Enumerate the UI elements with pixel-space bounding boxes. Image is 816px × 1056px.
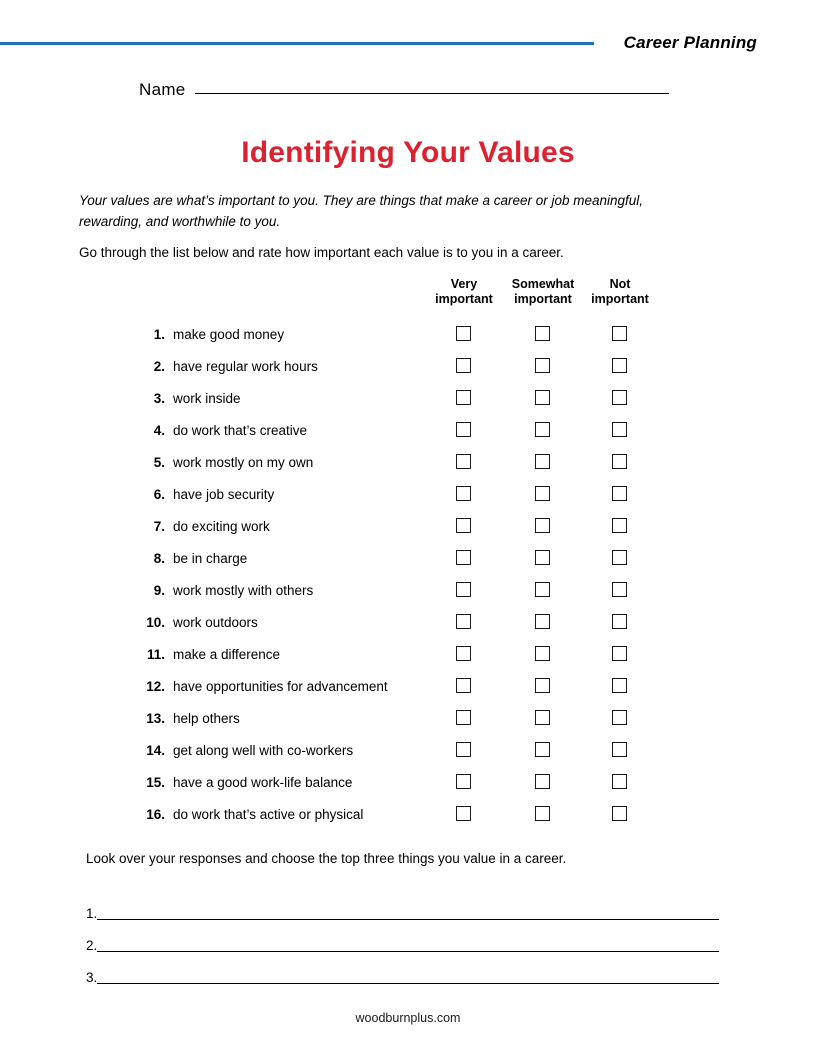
value-row-label: have opportunities for advancement: [173, 679, 388, 694]
value-row-number: 2.: [153, 359, 165, 374]
value-row-label: get along well with co-workers: [173, 743, 354, 758]
header-title: Career Planning: [623, 33, 757, 52]
checkbox-somewhat-important[interactable]: [535, 614, 550, 629]
checkbox-somewhat-important[interactable]: [535, 742, 550, 757]
value-row-number: 6.: [153, 487, 165, 502]
rating-header-line2: important: [591, 292, 649, 306]
checkbox-somewhat-important[interactable]: [535, 582, 550, 597]
answer-row: [0, 890, 816, 922]
checkbox-not-important[interactable]: [612, 646, 627, 661]
checkbox-somewhat-important[interactable]: [535, 358, 550, 373]
checkbox-very-important[interactable]: [456, 806, 471, 821]
checkbox-somewhat-important[interactable]: [535, 390, 550, 405]
checkbox-very-important[interactable]: [456, 678, 471, 693]
checkbox-very-important[interactable]: [456, 486, 471, 501]
rating-header-line2: important: [435, 292, 493, 306]
value-row-label: work mostly with others: [173, 583, 314, 598]
value-row: [0, 514, 816, 546]
value-row-number: 3.: [153, 391, 165, 406]
checkbox-not-important[interactable]: [612, 326, 627, 341]
value-row-label: do exciting work: [173, 519, 270, 534]
checkbox-very-important[interactable]: [456, 742, 471, 757]
checkbox-somewhat-important[interactable]: [535, 710, 550, 725]
checkbox-very-important[interactable]: [456, 390, 471, 405]
checkbox-not-important[interactable]: [612, 614, 627, 629]
value-row-number: 10.: [146, 615, 165, 630]
value-row: [0, 482, 816, 514]
checkbox-not-important[interactable]: [612, 582, 627, 597]
checkbox-not-important[interactable]: [612, 710, 627, 725]
value-row: [0, 386, 816, 418]
value-row: [0, 546, 816, 578]
checkbox-very-important[interactable]: [456, 646, 471, 661]
footer-source: woodburnplus.com: [355, 1011, 461, 1025]
value-row: [0, 770, 816, 802]
checkbox-very-important[interactable]: [456, 326, 471, 341]
rating-header-line1: Not: [609, 277, 631, 291]
checkbox-not-important[interactable]: [612, 486, 627, 501]
value-row-number: 9.: [153, 583, 165, 598]
rating-column-headers: [0, 277, 816, 311]
checkbox-not-important[interactable]: [612, 742, 627, 757]
checkbox-somewhat-important[interactable]: [535, 774, 550, 789]
checkbox-very-important[interactable]: [456, 454, 471, 469]
value-row-label: work outdoors: [173, 615, 258, 630]
checkbox-very-important[interactable]: [456, 710, 471, 725]
header-blue-rule: [0, 42, 594, 45]
checkbox-very-important[interactable]: [456, 774, 471, 789]
value-row: [0, 674, 816, 706]
value-row-number: 11.: [146, 647, 165, 662]
value-row-label: work mostly on my own: [173, 455, 314, 470]
checkbox-somewhat-important[interactable]: [535, 646, 550, 661]
answer-number: 1.: [86, 906, 98, 921]
checkbox-not-important[interactable]: [612, 422, 627, 437]
checkbox-not-important[interactable]: [612, 390, 627, 405]
name-input-line[interactable]: [195, 93, 669, 94]
answer-input-line[interactable]: [97, 951, 719, 952]
value-row-label: have a good work-life balance: [173, 775, 353, 790]
checkbox-somewhat-important[interactable]: [535, 486, 550, 501]
page-header: [0, 0, 816, 62]
checkbox-very-important[interactable]: [456, 518, 471, 533]
value-row: [0, 738, 816, 770]
value-row-number: 8.: [153, 551, 165, 566]
value-row-number: 12.: [146, 679, 165, 694]
value-row: [0, 354, 816, 386]
value-row-label: do work that’s active or physical: [173, 807, 364, 822]
checkbox-not-important[interactable]: [612, 358, 627, 373]
answer-input-line[interactable]: [97, 919, 719, 920]
checkbox-somewhat-important[interactable]: [535, 550, 550, 565]
value-row-number: 16.: [146, 807, 165, 822]
top-three-answers: [0, 890, 816, 986]
page-title: Identifying Your Values: [241, 136, 575, 169]
answer-number: 2.: [86, 938, 98, 953]
rating-column-header-not-important: [591, 277, 649, 307]
checkbox-not-important[interactable]: [612, 678, 627, 693]
value-row-number: 14.: [146, 743, 165, 758]
value-row: [0, 642, 816, 674]
value-row: [0, 450, 816, 482]
value-row-number: 4.: [153, 423, 165, 438]
checkbox-very-important[interactable]: [456, 550, 471, 565]
value-row-number: 15.: [146, 775, 165, 790]
checkbox-somewhat-important[interactable]: [535, 454, 550, 469]
checkbox-not-important[interactable]: [612, 454, 627, 469]
checkbox-somewhat-important[interactable]: [535, 806, 550, 821]
checkbox-not-important[interactable]: [612, 806, 627, 821]
name-field: [139, 80, 669, 100]
value-row: [0, 578, 816, 610]
rating-header-line1: Very: [450, 277, 478, 291]
checkbox-somewhat-important[interactable]: [535, 678, 550, 693]
closing-instruction: Look over your responses and choose the top three things you value in a career.: [86, 851, 567, 866]
checkbox-very-important[interactable]: [456, 422, 471, 437]
answer-input-line[interactable]: [97, 983, 719, 984]
answer-number: 3.: [86, 970, 98, 985]
value-row-label: help others: [173, 711, 240, 726]
rating-column-header-somewhat-important: [512, 277, 575, 307]
instruction-paragraph: Go through the list below and rate how important each value is to you in a career.: [79, 245, 564, 260]
value-row-label: work inside: [173, 391, 241, 406]
checkbox-somewhat-important[interactable]: [535, 326, 550, 341]
checkbox-not-important[interactable]: [612, 550, 627, 565]
value-row-label: be in charge: [173, 551, 248, 566]
value-row: [0, 706, 816, 738]
value-row: [0, 322, 816, 354]
value-row-number: 13.: [146, 711, 165, 726]
checkbox-very-important[interactable]: [456, 358, 471, 373]
value-row-number: 7.: [153, 519, 165, 534]
value-row-label: do work that’s creative: [173, 423, 308, 438]
value-row-label: have regular work hours: [173, 359, 318, 374]
answer-row: [0, 954, 816, 986]
rating-column-header-very-important: [435, 277, 493, 307]
value-row-label: have job security: [173, 487, 275, 502]
checkbox-very-important[interactable]: [456, 582, 471, 597]
value-row: [0, 418, 816, 450]
values-checklist: [0, 322, 816, 834]
rating-header-line1: Somewhat: [511, 277, 575, 291]
value-row: [0, 802, 816, 834]
checkbox-not-important[interactable]: [612, 774, 627, 789]
value-row-number: 1.: [153, 327, 165, 342]
value-row-label: make a difference: [173, 647, 281, 662]
name-label: Name: [139, 80, 186, 99]
value-row-number: 5.: [153, 455, 165, 470]
answer-row: [0, 922, 816, 954]
value-row-label: make good money: [173, 327, 285, 342]
intro-paragraph: Your values are what’s important to you. They are things that make a career or job meaningful, rewarding, and worthwhile to you.: [79, 193, 644, 229]
checkbox-very-important[interactable]: [456, 614, 471, 629]
value-row: [0, 610, 816, 642]
checkbox-somewhat-important[interactable]: [535, 518, 550, 533]
checkbox-somewhat-important[interactable]: [535, 422, 550, 437]
checkbox-not-important[interactable]: [612, 518, 627, 533]
rating-header-line2: important: [514, 292, 572, 306]
